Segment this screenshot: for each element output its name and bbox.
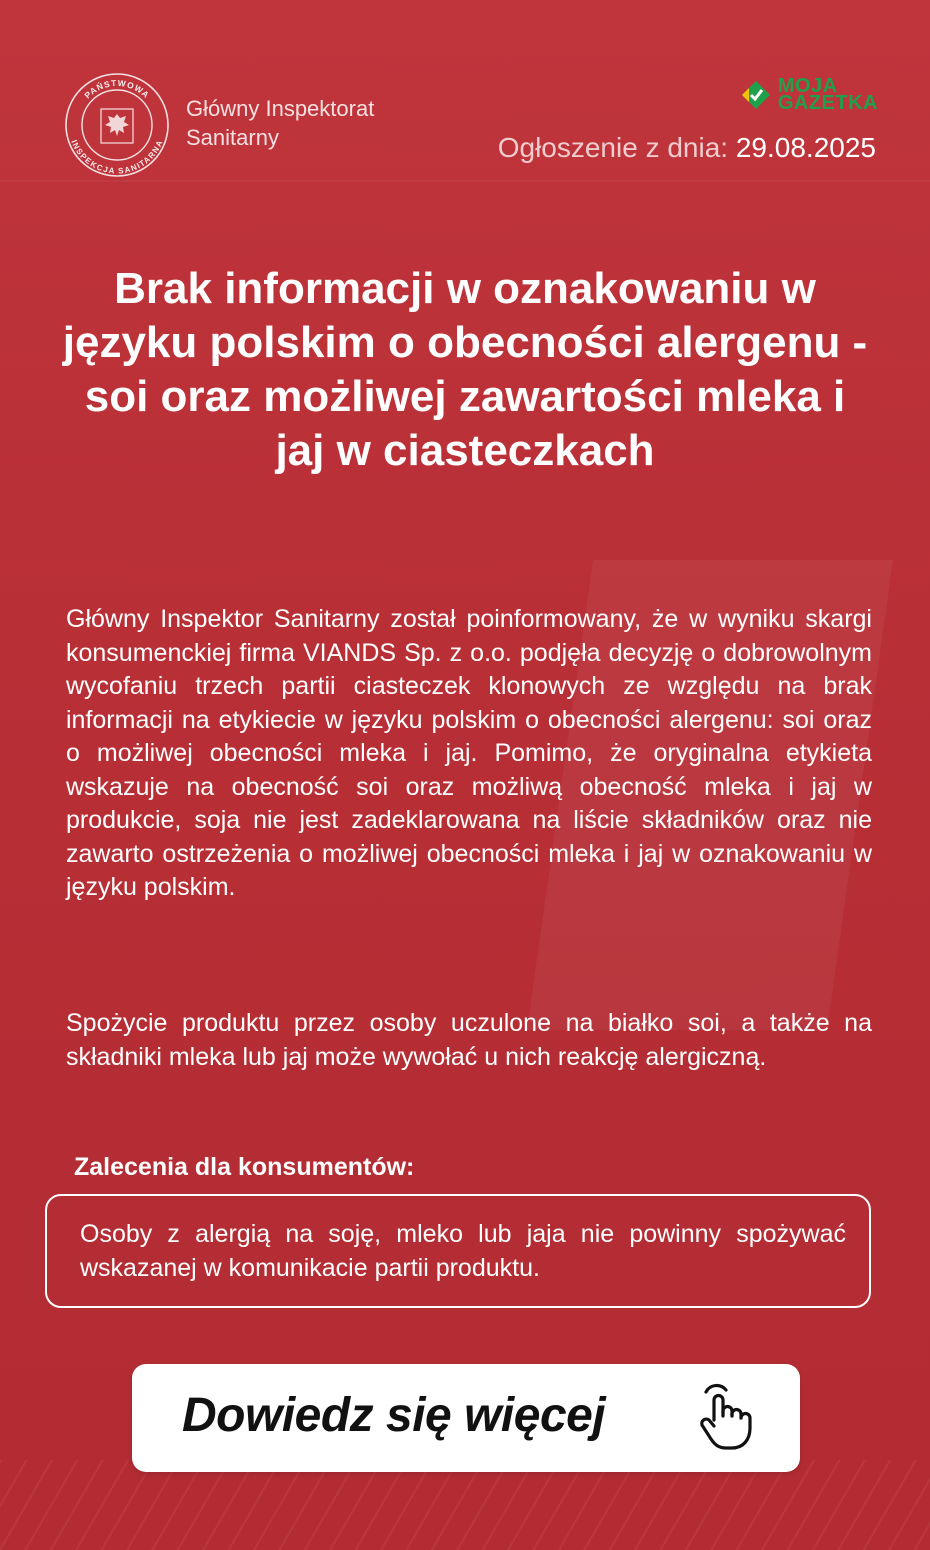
background-pattern xyxy=(0,1460,930,1550)
organization-name-line1: Główny Inspektorat xyxy=(186,96,375,121)
seal-bottom-text: INSPEKCJA SANITARNA xyxy=(69,138,165,176)
brand-line2: GAZETKA xyxy=(777,92,878,114)
seal-top-text: PAŃSTWOWA xyxy=(82,77,152,101)
pointing-hand-icon xyxy=(692,1382,758,1454)
background-line xyxy=(0,180,930,182)
moja-gazetka-icon xyxy=(740,79,772,111)
recommendations-box xyxy=(45,1194,871,1308)
announcement-title: Brak informacji w oznakowaniu w języku polskim o obecności alergenu - soi oraz możliwej zawartości mleka i jaj w ciasteczkach xyxy=(62,264,868,475)
date-label: Ogłoszenie z dnia: xyxy=(497,132,736,163)
brand-line1: MOJA xyxy=(777,75,838,97)
announcement-paragraph-2: Spożycie produktu przez osoby uczulone na białko soi, a także na składniki mleka lub jaj może wywołać u nich reakcję alergiczną. xyxy=(66,1009,872,1071)
organization-name xyxy=(186,94,416,152)
learn-more-button[interactable] xyxy=(132,1364,800,1472)
date-value: 29.08.2025 xyxy=(735,132,876,163)
recommendations-title: Zalecenia dla konsumentów: xyxy=(74,1153,415,1181)
organization-name-line2: Sanitarny xyxy=(186,125,279,150)
recommendations-text: Osoby z alergią na soję, mleko lub jaja nie powinny spożywać wskazanej w komunikacie partii produktu. xyxy=(80,1220,846,1282)
moja-gazetka-logo xyxy=(740,75,878,114)
announcement-date xyxy=(498,132,876,164)
gis-seal-logo xyxy=(64,72,170,178)
learn-more-label: Dowiedz się więcej xyxy=(182,1389,606,1442)
announcement-paragraph-1: Główny Inspektor Sanitarny został poinformowany, że w wyniku skargi konsumenckiej firma VIANDS Sp. z o.o. podjęła decyzję o dobrowolnym wycofaniu trzech partii ciasteczek klonowych ze względu na brak informacji na etykiecie w języku polskim o obecności alergenu: soi oraz o możliwej obecności mleka i jaj. Pomimo, że oryginalna etykieta wskazuje na obecność soi oraz możliwą obecność mleka i jaj w produkcie, soja nie jest zadeklarowana na liście składników oraz nie zawarto ostrzeżenia o możliwej obecności mleka i jaj w oznakowaniu w języku polskim. xyxy=(66,605,872,901)
